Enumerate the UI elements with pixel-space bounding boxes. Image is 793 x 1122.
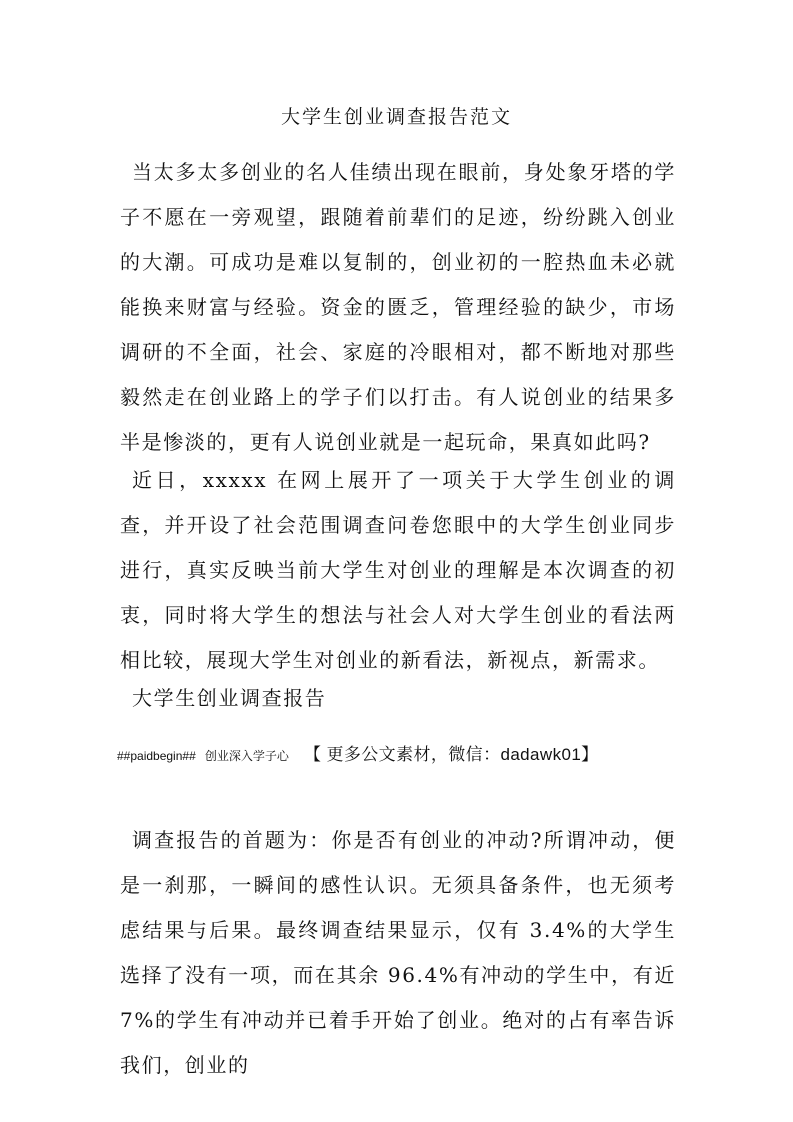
- section-heading: 大学生创业调查报告: [132, 686, 327, 710]
- paid-content-line: [117, 740, 599, 771]
- paid-topic: 创业深入学子心: [204, 749, 289, 763]
- paid-marker: ##paidbegin##: [117, 749, 196, 763]
- survey-result-paragraph: 调查报告的首题为：你是否有创业的冲动?所谓冲动，便是一刹那，一瞬间的感性认识。无须具备条件，也无须考虑结果与后果。最终调查结果显示，仅有 3.4%的大学生选择了没有一项，而在其余 96.4%有冲动的学生中，有近 7%的学生有冲动并已着手开始了创业。绝对的占有率告诉我们，创业的: [120, 828, 676, 1077]
- promo-text: 【 更多公文素材，微信：dadawk01】: [303, 745, 599, 764]
- survey-intro-paragraph: 近日，xxxxx 在网上展开了一项关于大学生创业的调查，并开设了社会范围调查问卷您眼中的大学生创业同步进行，真实反映当前大学生对创业的理解是本次调查的初衷，同时将大学生的想法与社会人对大学生创业的看法两相比较，展现大学生对创业的新看法，新视点，新需求。: [120, 468, 676, 672]
- document-title: 大学生创业调查报告范文: [280, 106, 512, 128]
- intro-paragraph: 当太多太多创业的名人佳绩出现在眼前，身处象牙塔的学子不愿在一旁观望，跟随着前辈们的足迹，纷纷跳入创业的大潮。可成功是难以复制的，创业初的一腔热血未必就能换来财富与经验。资金的匮乏，管理经验的缺少，市场调研的不全面，社会、家庭的冷眼相对，都不断地对那些毅然走在创业路上的学子们以打击。有人说创业的结果多半是惨淡的，更有人说创业就是一起玩命，果真如此吗?: [120, 160, 676, 454]
